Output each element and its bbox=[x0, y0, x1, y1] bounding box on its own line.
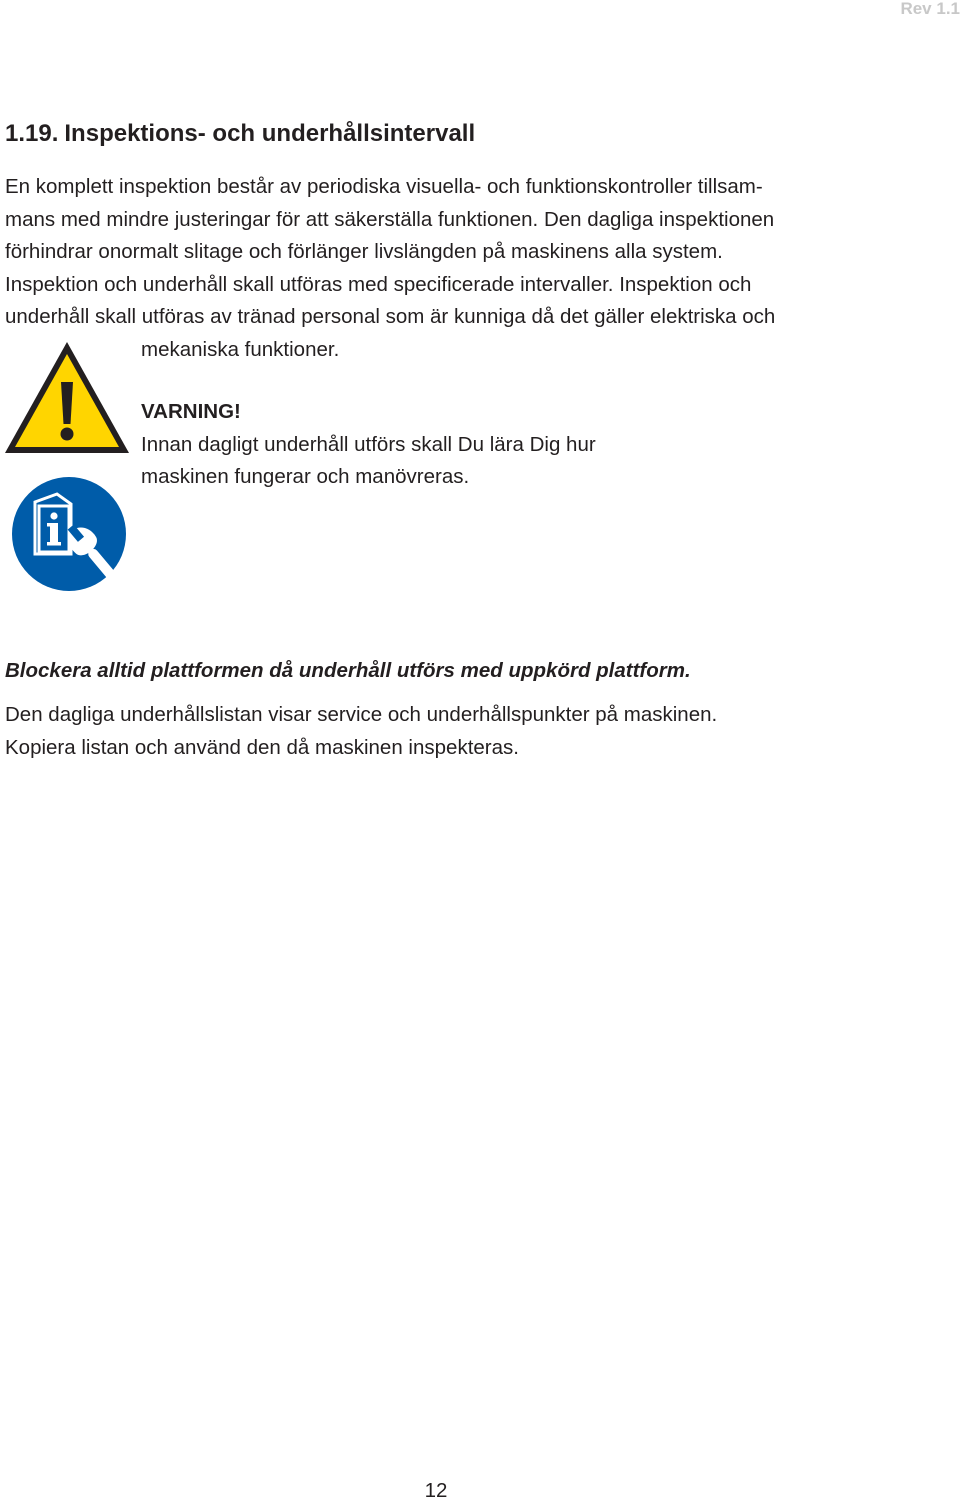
intro-line: underhåll skall utföras av tränad personal som är kunniga då det gäller elektriska och bbox=[5, 305, 776, 329]
intro-line: mans med mindre justeringar för att säkerställa funktionen. Den dagliga inspektionen bbox=[5, 207, 775, 231]
routine-line: Den dagliga underhållslistan visar service och underhållspunkter på maskinen. bbox=[5, 703, 718, 726]
intro-line: Inspektion och underhåll skall utföras med specificerade intervaller. Inspektion och bbox=[5, 272, 752, 296]
intro-line: mekaniska funktioner. bbox=[141, 337, 340, 361]
read-manual-wrench-icon bbox=[11, 476, 127, 592]
warning-line: maskinen fungerar och manövreras. bbox=[141, 465, 470, 489]
warning-block bbox=[141, 396, 596, 494]
revision-label: Rev 1.1 bbox=[900, 0, 960, 18]
warning-line: Innan dagligt underhåll utförs skall Du lära Dig hur bbox=[141, 432, 596, 456]
routine-paragraph bbox=[5, 699, 717, 764]
intro-line: En komplett inspektion består av periodiska visuella- och funktionskontroller tillsam- bbox=[5, 175, 763, 198]
intro-paragraph bbox=[5, 171, 905, 367]
page-number: 12 bbox=[424, 1479, 448, 1502]
section-title: Inspektions- och underhållsintervall bbox=[64, 120, 476, 147]
warning-triangle-icon bbox=[3, 340, 131, 456]
safety-notice: Blockera alltid plattformen då underhåll utförs med uppkörd plattform. bbox=[5, 659, 691, 682]
warning-title: VARNING! bbox=[141, 400, 241, 423]
section-heading bbox=[5, 118, 475, 150]
intro-line: förhindrar onormalt slitage och förlänger livslängden på maskinens alla system. bbox=[5, 240, 723, 264]
routine-line: Kopiera listan och använd den då maskinen inspekteras. bbox=[5, 735, 519, 759]
section-number: 1.19. bbox=[5, 120, 59, 147]
